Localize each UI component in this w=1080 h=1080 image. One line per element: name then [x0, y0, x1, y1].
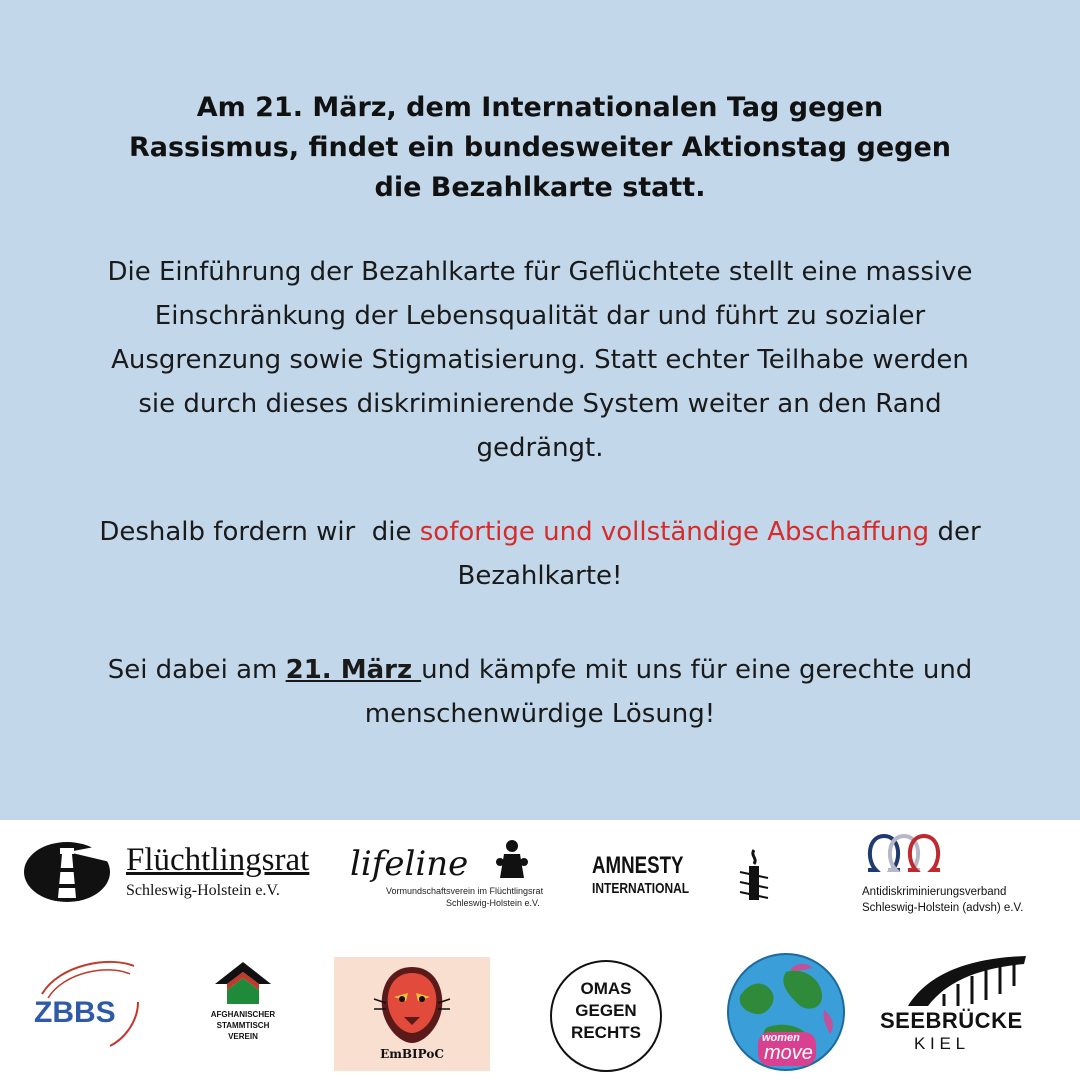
paragraph-intro: [0, 250, 1080, 470]
afghan-stammtisch-logo: [198, 960, 288, 1060]
omas-line-1: OMAS: [580, 979, 632, 998]
three-heads-icon: [862, 830, 942, 880]
seebruecke-line-1: SEEBRÜCKE: [880, 1008, 1023, 1033]
embipoc-name: EmBIPoC: [380, 1047, 444, 1061]
paragraph-call-line-1: [0, 648, 1080, 692]
bridge-icon: [898, 954, 1038, 1008]
women-move-line-2: move: [764, 1042, 813, 1064]
omas-gegen-rechts-logo: [550, 960, 662, 1072]
family-figure-icon: [492, 838, 532, 884]
fluechtlingsrat-logo: [24, 838, 314, 908]
call-text-after: und kämpfe mit uns für eine gerechte und: [421, 655, 973, 685]
omas-line-3: RECHTS: [571, 1023, 641, 1042]
embipoc-logo: [334, 957, 490, 1071]
headline-line-1: Am 21. März, dem Internationalen Tag gegen: [196, 92, 884, 123]
lifeline-name: lifeline: [350, 844, 469, 884]
advsh-logo: [858, 830, 1058, 920]
amnesty-line-2: INTERNATIONAL: [592, 880, 690, 897]
amnesty-logo: [592, 850, 792, 910]
omas-line-2: GEGEN: [575, 1001, 637, 1020]
women-move-line-1: women: [762, 1032, 800, 1044]
headline-line-3: die Bezahlkarte statt.: [374, 172, 706, 203]
call-text-before: Sei dabei am: [107, 655, 286, 685]
paragraph-intro-line-3: Ausgrenzung sowie Stigmatisierung. Statt echter Teilhabe werden: [111, 345, 969, 375]
fluechtlingsrat-name: Flüchtlingsrat: [126, 842, 310, 878]
advsh-line-2: Schleswig-Holstein (advsh) e.V.: [862, 902, 1024, 914]
demand-text-after: der: [929, 517, 981, 547]
headline: [0, 88, 1080, 208]
partner-logos: [0, 820, 1080, 1080]
paragraph-demand-line-2: Bezahlkarte!: [457, 561, 623, 591]
paragraph-intro-line-2: Einschränkung der Lebensqualität dar und führt zu sozialer: [154, 301, 926, 331]
afghan-line-2: STAMMTISCH: [216, 1021, 270, 1030]
candle-barbed-wire-icon: [736, 848, 772, 902]
omas-text: [552, 978, 660, 1044]
afghan-line-1: AFGHANISCHER: [210, 1010, 276, 1019]
call-date: 21. März: [285, 655, 422, 685]
lighthouse-icon: [24, 840, 114, 904]
advsh-line-1: Antidiskriminierungsverband: [862, 886, 1007, 898]
paragraph-call-line-2: menschenwürdige Lösung!: [364, 699, 716, 729]
lifeline-logo: [350, 836, 544, 916]
lifeline-sub-2: Schleswig-Holstein e.V.: [446, 898, 540, 908]
zbbs-logo: [30, 946, 145, 1061]
paragraph-demand: [0, 510, 1080, 598]
zbbs-name: ZBBS: [34, 996, 116, 1029]
seebruecke-line-2: K I E L: [914, 1034, 966, 1053]
seebruecke-kiel-logo: [878, 954, 1048, 1074]
headline-line-2: Rassismus, findet ein bundesweiter Aktionstag gegen: [128, 132, 952, 163]
amnesty-line-1: AMNESTY: [592, 852, 684, 879]
house-icon: [213, 960, 273, 1006]
afghan-line-3: VEREIN: [228, 1032, 258, 1041]
demand-text-before: Deshalb fordern wir die: [99, 517, 420, 547]
lifeline-sub-1: Vormundschaftsverein im Flüchtlingsrat: [386, 886, 544, 896]
paragraph-intro-line-5: gedrängt.: [476, 433, 604, 463]
women-move-logo: [726, 952, 846, 1072]
demand-highlight: sofortige und vollständige Abschaffung: [419, 517, 930, 547]
paragraph-intro-line-4: sie durch dieses diskriminierende System weiter an den Rand: [138, 389, 942, 419]
fluechtlingsrat-sub: Schleswig-Holstein e.V.: [126, 882, 280, 899]
paragraph-demand-line-1: [0, 510, 1080, 554]
face-mask-icon: [372, 963, 452, 1049]
paragraph-intro-line-1: Die Einführung der Bezahlkarte für Geflüchtete stellt eine massive: [107, 257, 973, 287]
paragraph-call: [0, 648, 1080, 736]
